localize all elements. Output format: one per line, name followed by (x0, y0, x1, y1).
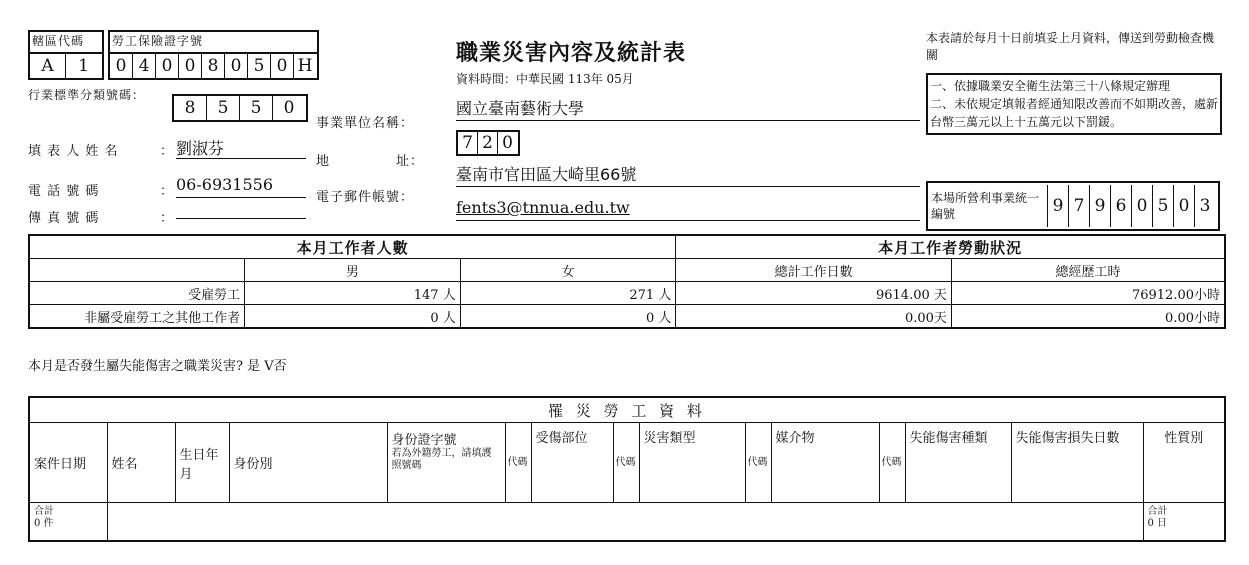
unit-name-label: 事業單位名稱： (316, 116, 415, 131)
code-cell: 代碼 (505, 423, 531, 503)
unit-name: 國立臺南藝術大學 (456, 96, 920, 121)
col-date: 案件日期 (29, 423, 107, 503)
email-value: fents3@tnnua.edu.tw (456, 198, 920, 221)
male-count: 147 人 (245, 282, 461, 305)
col-type: 災害類型 (639, 423, 745, 503)
colon: ： (160, 184, 174, 199)
col-loss-days: 失能傷害損失日數 (1011, 423, 1143, 503)
worker-count-title: 本月工作者人數 (29, 235, 676, 259)
work-hours: 76912.00小時 (951, 282, 1225, 305)
total-days: 合計 0 日 (1143, 503, 1225, 541)
injury-title: 罹 災 勞 工 資 料 (29, 397, 1225, 423)
female-header: 女 (460, 259, 676, 282)
district-code-char: 1 (78, 56, 89, 76)
insurance-no-char: 0 (271, 54, 294, 78)
biz-no-char: 6 (1111, 185, 1132, 227)
table-row (29, 282, 1225, 305)
postal-code-char: 0 (502, 133, 513, 153)
filler-label: 填 表 人 姓 名 (28, 144, 119, 159)
blank-total-cell (107, 503, 1143, 541)
filler-name: 劉淑芬 (176, 136, 306, 159)
insurance-no-boxes (108, 52, 319, 80)
insurance-no-char: 0 (179, 54, 202, 78)
insurance-no-char: 0 (110, 54, 133, 78)
col-media: 媒介物 (771, 423, 879, 503)
total-cases: 合計 0 件 (29, 503, 107, 541)
col-id-no (387, 423, 505, 503)
col-disability-type: 失能傷害種類 (905, 423, 1011, 503)
col-nature: 性質別 (1143, 423, 1225, 503)
col-identity: 身份別 (229, 423, 387, 503)
insurance-no-char: H (297, 56, 313, 76)
blank-header-cell (29, 259, 245, 282)
district-code-boxes (28, 52, 104, 80)
table-row (29, 305, 1225, 329)
industry-code-char: 5 (240, 96, 273, 120)
biz-no-char: 9 (1090, 185, 1111, 227)
industry-code-boxes (172, 94, 308, 122)
disability-question: 本月是否發生屬失能傷害之職業災害? 是 V否 (28, 359, 287, 374)
col-dob: 生日年月 (175, 423, 229, 503)
col-name: 姓名 (107, 423, 175, 503)
industry-label: 行業標準分類號碼： (28, 88, 146, 102)
work-days: 9614.00 天 (676, 282, 952, 305)
row-label: 受雇勞工 (29, 282, 245, 305)
female-count: 0 人 (460, 305, 676, 329)
injury-table (28, 396, 1226, 542)
fax-value (176, 200, 306, 219)
male-header: 男 (245, 259, 461, 282)
data-period: 資料時間：中華民國 113年 05月 (456, 72, 634, 86)
biz-no-boxes (1047, 185, 1215, 227)
worker-status-title: 本月工作者勞動狀況 (676, 235, 1225, 259)
district-label: 轄區代碼 (28, 30, 104, 52)
form-title: 職業災害內容及統計表 (456, 40, 687, 66)
email-label: 電子郵件帳號： (316, 190, 415, 205)
rules-box: 一、依據職業安全衛生法第三十八條規定辦理 二、未依規定填報者經通知限改善而不如期改善，處新台幣三萬元以上十五萬元以下罰鍰。 (926, 73, 1222, 135)
biz-no-char: 7 (1069, 185, 1090, 227)
code-cell: 代碼 (613, 423, 639, 503)
male-count: 0 人 (245, 305, 461, 329)
id-no-label: 身份證字號 (391, 433, 457, 448)
biz-no-char: 0 (1174, 185, 1195, 227)
postal-code-char: 2 (478, 132, 498, 154)
id-no-note: 若為外籍勞工，請填護照號碼 (391, 448, 492, 471)
work-days: 0.00天 (676, 305, 952, 329)
biz-no-char: 9 (1048, 185, 1069, 227)
row-label: 非屬受雇勞工之其他工作者 (29, 305, 245, 329)
biz-no-char: 5 (1153, 185, 1174, 227)
col-body-part: 受傷部位 (531, 423, 613, 503)
biz-no-char: 3 (1199, 196, 1211, 216)
postal-code-char: 7 (458, 132, 478, 154)
industry-code-char: 8 (174, 96, 207, 120)
biz-no-char: 0 (1132, 185, 1153, 227)
industry-code-char: 0 (283, 98, 295, 118)
address-label-2: 址： (396, 154, 425, 169)
colon: ： (160, 144, 174, 159)
insurance-no-char: 5 (248, 54, 271, 78)
district-code-block (28, 30, 104, 80)
code-cell: 代碼 (745, 423, 771, 503)
phone-label: 電 話 號 碼 (28, 184, 100, 199)
submission-notice: 本表請於每月十日前填妥上月資料，傳送到勞動檢查機關 (926, 31, 1215, 62)
biz-no-box (926, 181, 1220, 231)
code-cell: 代碼 (879, 423, 905, 503)
insurance-no-char: 0 (225, 54, 248, 78)
industry-code-char: 5 (207, 96, 240, 120)
insurance-header (28, 30, 319, 80)
insurance-no-block (108, 30, 319, 80)
work-hours: 0.00小時 (951, 305, 1225, 329)
total-days-header: 總計工作日數 (676, 259, 952, 282)
fax-label: 傳 真 號 碼 (28, 211, 100, 226)
phone-value: 06-6931556 (176, 175, 306, 198)
district-code-char: A (30, 54, 66, 78)
address-label-1: 地 (316, 154, 331, 169)
postal-code-boxes (456, 130, 520, 156)
insurance-no-char: 8 (202, 54, 225, 78)
colon: ： (160, 211, 174, 226)
female-count: 271 人 (460, 282, 676, 305)
total-hours-header: 總經歷工時 (951, 259, 1225, 282)
insurance-no-char: 4 (133, 54, 156, 78)
biz-no-label: 本場所營利事業統一編號 (931, 191, 1040, 221)
insurance-no-char: 0 (156, 54, 179, 78)
insurance-label: 勞工保險證字號 (108, 30, 319, 52)
address-value: 臺南市官田區大崎里66號 (456, 162, 920, 187)
workers-table (28, 234, 1226, 329)
